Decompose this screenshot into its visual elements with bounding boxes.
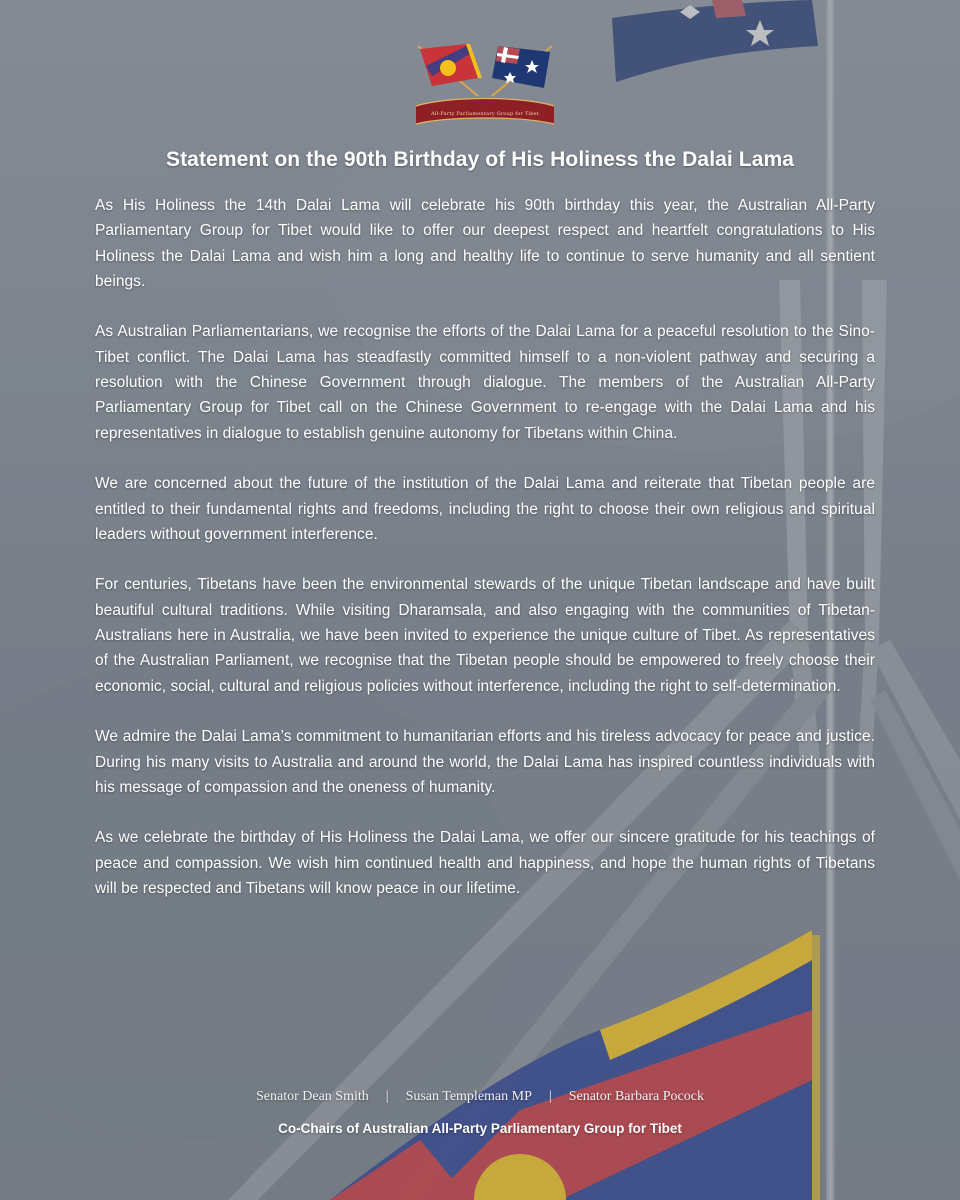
- signatories: [0, 1089, 960, 1105]
- logo-caption: All-Party Parliamentary Group for Tibet: [431, 111, 539, 117]
- paragraph-1: As His Holiness the 14th Dalai Lama will celebrate his 90th birthday this year, the Australian All-Party Parliamentary Group for Tibet would like to offer our deepest respect and heartfelt congratulations to His Holiness the Dalai Lama and wish him a long and healthy life to continue to serve humanity and all sentient beings.: [95, 197, 875, 290]
- paragraph-6: As we celebrate the birthday of His Holiness the Dalai Lama, we offer our sincere gratitude for his teachings of peace and compassion. We wish him continued health and happiness, and hope the human rights of Tibetans will be respected and Tibetans will know peace in our lifetime.: [95, 829, 875, 898]
- paragraph-5: We admire the Dalai Lama’s commitment to humanitarian efforts and his tireless advocacy for peace and justice. During his many visits to Australia and around the world, the Dalai Lama has inspired countless individuals with his message of compassion and the oneness of humanity.: [95, 728, 875, 796]
- apg-tibet-logo: [408, 40, 562, 132]
- separator: |: [548, 1089, 552, 1104]
- signatory-barbara-pocock: Senator Barbara Pocock: [568, 1089, 704, 1104]
- separator: |: [385, 1089, 389, 1104]
- tibet-flag-icon: [418, 44, 482, 96]
- statement-title: Statement on the 90th Birthday of His Holiness the Dalai Lama: [165, 148, 795, 171]
- paragraph-4: For centuries, Tibetans have been the environmental stewards of the unique Tibetan landscape and have built beautiful cultural traditions. While visiting Dharamsala, and also engaging with the communities of Tibetan-Australians here in Australia, we have been invited to experience the unique culture of Tibet. As representatives of the Australian Parliament, we recognise that the Tibetan people should be empowered to freely choose their economic, social, cultural and religious policies without interference, including the right to self-determination.: [95, 576, 875, 695]
- paragraph-3: We are concerned about the future of the institution of the Dalai Lama and reiterate that Tibetan people are entitled to their fundamental rights and freedoms, including the right to choose their own religious and spiritual leaders without government interference.: [95, 475, 875, 543]
- statement-body: [95, 193, 875, 901]
- signatory-dean-smith: Senator Dean Smith: [255, 1089, 369, 1104]
- signatory-susan-templeman: Susan Templeman MP: [405, 1089, 532, 1104]
- paragraph-2: As Australian Parliamentarians, we recognise the efforts of the Dalai Lama for a peaceful resolution to the Sino-Tibet conflict. The Dalai Lama has steadfastly committed himself to a non-violent pathway and securing a resolution with the Chinese Government through dialogue. The members of the Australian All-Party Parliamentary Group for Tibet call on the Chinese Government to re-engage with the Dalai Lama and his representatives in dialogue to establish genuine autonomy for Tibetans within China.: [95, 323, 875, 442]
- australia-flag-icon: [492, 46, 552, 96]
- co-chairs-role: Co-Chairs of Australian All-Party Parliamentary Group for Tibet: [278, 1121, 682, 1136]
